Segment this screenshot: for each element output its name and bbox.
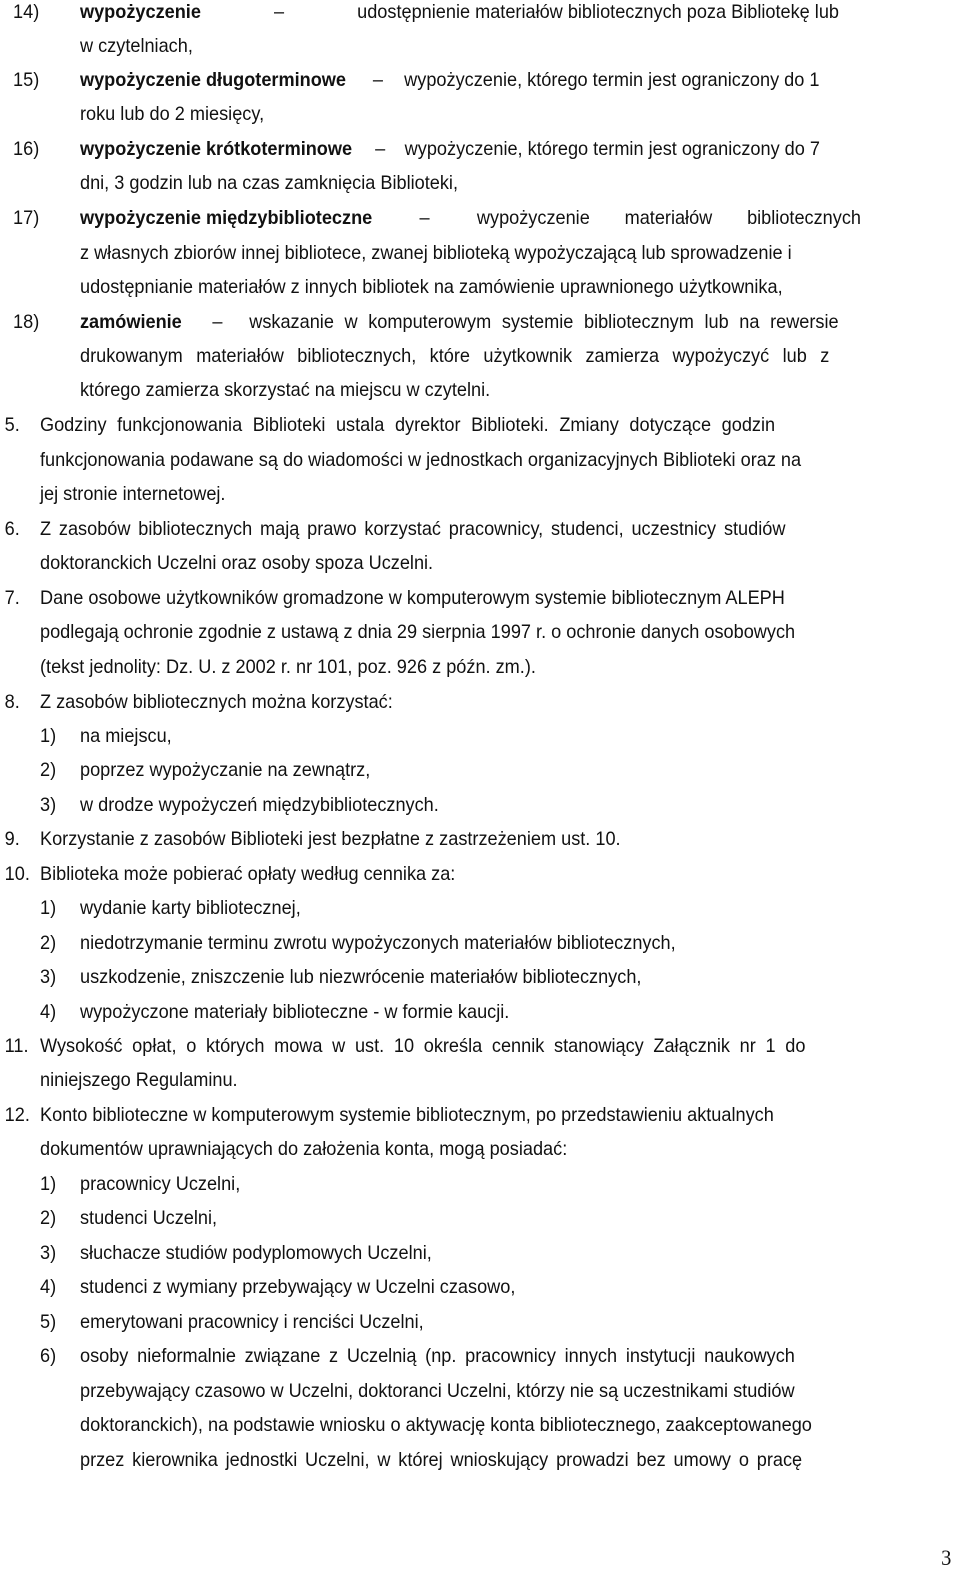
list-item-number: 4) [39, 1001, 57, 1023]
section-text: Biblioteka może pobierać opłaty według cennika za: [39, 863, 456, 885]
definition-line [80, 0, 952, 24]
definition-line [80, 310, 839, 334]
definition-text: udostępnianie materiałów z innych bibliotek na zamówienie uprawnionego użytkownika, [79, 276, 783, 298]
section-number: 10. [4, 863, 30, 885]
list-item-text: doktoranckich), na podstawie wniosku o aktywację konta bibliotecznego, zaakceptowanego [79, 1414, 812, 1436]
list-item-text: wydanie karty bibliotecznej, [79, 897, 301, 919]
definition-text: wskazanie w komputerowym systemie bibliotecznym lub na rewersie [249, 311, 839, 333]
section-text: Wysokość opłat, o których mowa w ust. 10 określa cennik stanowiący Załącznik nr 1 do [39, 1035, 806, 1057]
section-text: (tekst jednolity: Dz. U. z 2002 r. nr 101, poz. 926 z późn. zm.). [39, 656, 536, 678]
definition-text: wypożyczenie materiałów bibliotecznych [476, 207, 861, 229]
list-item-number: 1) [39, 1173, 57, 1195]
list-item-text: emerytowani pracownicy i renciści Uczelni, [79, 1311, 424, 1333]
definition-number: 16) [13, 138, 40, 160]
section-number: 11. [4, 1035, 29, 1057]
list-item-text: w drodze wypożyczeń międzybibliotecznych. [79, 794, 439, 816]
section-text: Godziny funkcjonowania Biblioteki ustala dyrektor Biblioteki. Zmiany dotyczące godzin [39, 414, 776, 436]
definition-dash: – [212, 311, 223, 333]
list-item-text: na miejscu, [79, 725, 172, 747]
definition-text: w czytelniach, [79, 35, 193, 57]
definition-term: wypożyczenie długoterminowe [79, 69, 347, 91]
section-text: podlegają ochronie zgodnie z ustawą z dnia 29 sierpnia 1997 r. o ochronie danych osobowych [39, 621, 796, 643]
section-text: Dane osobowe użytkowników gromadzone w komputerowym systemie bibliotecznym ALEPH [39, 587, 785, 609]
definition-dash: – [375, 138, 386, 160]
list-item-text: przez kierownika jednostki Uczelni, w której wnioskujący prowadzi bez umowy o pracę [79, 1449, 803, 1471]
definition-term: wypożyczenie krótkoterminowe [79, 138, 353, 160]
definition-text: roku lub do 2 miesięcy, [79, 103, 265, 125]
list-item-number: 4) [39, 1276, 57, 1298]
section-text: Z zasobów bibliotecznych mają prawo korzystać pracownicy, studenci, uczestnicy studiów [39, 518, 786, 540]
definition-dash: – [273, 1, 285, 23]
list-item-number: 2) [39, 1207, 57, 1229]
section-text: funkcjonowania podawane są do wiadomości w jednostkach organizacyjnych Biblioteki oraz na [39, 449, 802, 471]
list-item-number: 3) [39, 966, 57, 988]
definition-text: drukowanym materiałów bibliotecznych, które użytkownik zamierza wypożyczyć lub z [79, 345, 830, 367]
section-text: doktoranckich Uczelni oraz osoby spoza Uczelni. [39, 552, 434, 574]
list-item-number: 2) [39, 759, 57, 781]
list-item-number: 3) [39, 1242, 57, 1264]
section-text: niniejszego Regulaminu. [39, 1069, 238, 1091]
list-item-text: uszkodzenie, zniszczenie lub niezwrócenie materiałów bibliotecznych, [79, 966, 642, 988]
definition-number: 14) [13, 1, 40, 23]
list-item-number: 5) [39, 1311, 57, 1333]
list-item-number: 2) [39, 932, 57, 954]
definition-number: 18) [13, 311, 40, 333]
list-item-text: osoby nieformalnie związane z Uczelnią (np. pracownicy innych instytucji naukowych [79, 1345, 795, 1367]
list-item-text: poprzez wypożyczanie na zewnątrz, [79, 759, 371, 781]
section-text: Korzystanie z zasobów Biblioteki jest bezpłatne z zastrzeżeniem ust. 10. [39, 828, 621, 850]
list-item-text: studenci z wymiany przebywający w Uczelni czasowo, [79, 1276, 516, 1298]
list-item-text: studenci Uczelni, [79, 1207, 218, 1229]
list-item-number: 3) [39, 794, 57, 816]
list-item-text: niedotrzymanie terminu zwrotu wypożyczonych materiałów bibliotecznych, [79, 932, 676, 954]
definition-text: dni, 3 godzin lub na czas zamknięcia Biblioteki, [79, 172, 459, 194]
definition-dash: – [372, 69, 383, 91]
section-number: 7. [4, 587, 20, 609]
definition-dash: – [419, 207, 430, 229]
section-number: 9. [4, 828, 20, 850]
definition-text: wypożyczenie, którego termin jest ograniczony do 1 [404, 69, 820, 91]
definition-term: wypożyczenie [79, 1, 201, 23]
list-item-text: pracownicy Uczelni, [79, 1173, 241, 1195]
section-number: 8. [4, 691, 20, 713]
definition-term: wypożyczenie międzybiblioteczne [79, 207, 373, 229]
list-item-text: przebywający czasowo w Uczelni, doktoranci Uczelni, którzy nie są uczestnikami studiów [79, 1380, 795, 1402]
list-item-number: 1) [39, 725, 57, 747]
page-number: 3 [941, 1545, 952, 1570]
definition-number: 17) [13, 207, 40, 229]
section-text: dokumentów uprawniających do założenia konta, mogą posiadać: [39, 1138, 568, 1160]
list-item-text: słuchacze studiów podyplomowych Uczelni, [79, 1242, 432, 1264]
list-item-number: 1) [39, 897, 57, 919]
list-item-number: 6) [39, 1345, 57, 1367]
definition-term: zamówienie [79, 311, 182, 333]
definition-line [80, 137, 820, 161]
section-number: 6. [4, 518, 20, 540]
section-text: Konto biblioteczne w komputerowym systemie bibliotecznym, po przedstawieniu aktualnych [39, 1104, 774, 1126]
definition-text: z własnych zbiorów innej bibliotece, zwanej biblioteką wypożyczającą lub sprowadzenie i [79, 242, 792, 264]
definition-text: wypożyczenie, którego termin jest ograniczony do 7 [404, 138, 820, 160]
section-text: Z zasobów bibliotecznych można korzystać: [39, 691, 393, 713]
section-number: 12. [4, 1104, 30, 1126]
definition-number: 15) [13, 69, 40, 91]
definition-line [80, 68, 819, 92]
section-number: 5. [4, 414, 20, 436]
list-item-text: wypożyczone materiały biblioteczne - w formie kaucji. [79, 1001, 510, 1023]
section-text: jej stronie internetowej. [39, 483, 226, 505]
definition-line [80, 206, 952, 230]
definition-text: którego zamierza skorzystać na miejscu w czytelni. [79, 379, 491, 401]
definition-text: udostępnienie materiałów bibliotecznych poza Bibliotekę lub [357, 1, 840, 23]
